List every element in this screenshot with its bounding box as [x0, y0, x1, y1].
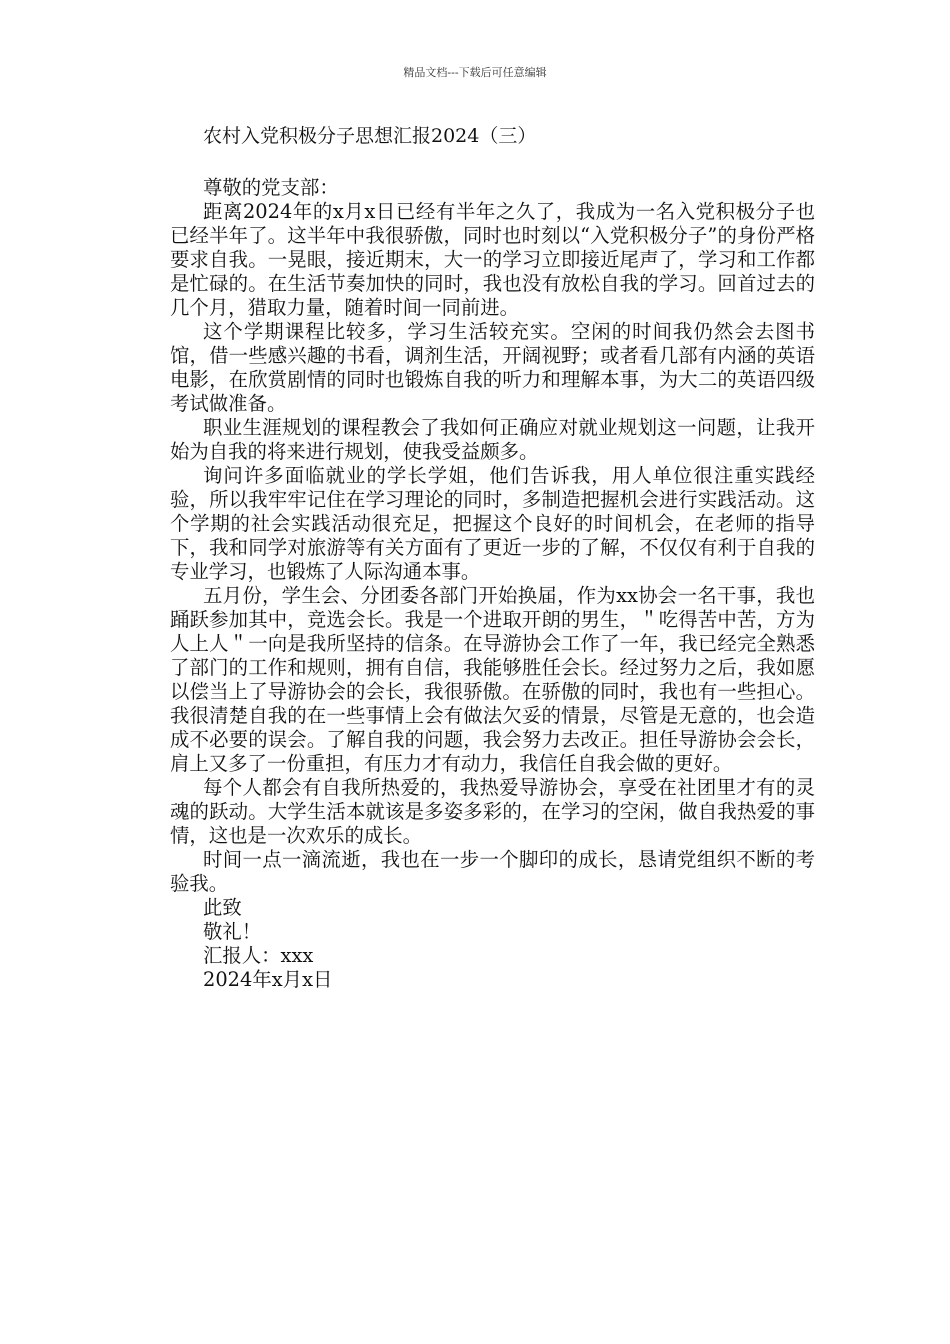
document-body	[170, 176, 815, 992]
reporter-signature: 汇报人：xxx	[203, 944, 314, 967]
paragraph: 询问许多面临就业的学长学姐，他们告诉我，用人单位很注重实践经验，所以我牢牢记住在学习理论的同时，多制造把握机会进行实践活动。这个学期的社会实践活动很充足，把握这个良好的时间机会，在老师的指导下，我和同学对旅游等有关方面有了更近一步的了解，不仅仅有利于自我的专业学习，也锻炼了人际沟通本事。	[170, 464, 815, 583]
closing-greeting: 此致	[203, 896, 242, 919]
paragraph: 五月份，学生会、分团委各部门开始换届，作为xx协会一名干事，我也踊跃参加其中，竞选会长。我是一个进取开朗的男生，＂吃得苦中苦，方为人上人＂一向是我所坚持的信条。在导游协会工作了一年，我已经完全熟悉了部门的工作和规则，拥有自信，我能够胜任会长。经过努力之后，我如愿以偿当上了导游协会的会长，我很骄傲。在骄傲的同时，我也有一些担心。我很清楚自我的在一些事情上会有做法欠妥的情景，尽管是无意的，也会造成不必要的误会。了解自我的问题，我会努力去改正。担任导游协会会长，肩上又多了一份重担，有压力才有动力，我信任自我会做的更好。	[170, 584, 815, 775]
paragraph: 这个学期课程比较多，学习生活较充实。空闲的时间我仍然会去图书馆，借一些感兴趣的书看，调剂生活，开阔视野；或者看几部有内涵的英语电影，在欣赏剧情的同时也锻炼自我的听力和理解本事，为大二的英语四级考试做准备。	[170, 320, 815, 415]
paragraph: 距离2024年的x月x日已经有半年之久了，我成为一名入党积极分子也已经半年了。这半年中我很骄傲，同时也时刻以“入党积极分子”的身份严格要求自我。一晃眼，接近期末，大一的学习立即接近尾声了，学习和工作都是忙碌的。在生活节奏加快的同时，我也没有放松自我的学习。回首过去的几个月，猎取力量，随着时间一同前进。	[170, 200, 815, 319]
paragraph: 时间一点一滴流逝，我也在一步一个脚印的成长，恳请党组织不断的考验我。	[170, 848, 815, 895]
salutation: 尊敬的党支部：	[203, 176, 339, 199]
document-title: 农村入党积极分子思想汇报2024（三）	[203, 125, 537, 147]
page-header: 精品文档---下载后可任意编辑	[403, 66, 547, 79]
closing-salute: 敬礼！	[203, 920, 262, 943]
paragraph: 每个人都会有自我所热爱的，我热爱导游协会，享受在社团里才有的灵魂的跃动。大学生活本就该是多姿多彩的，在学习的空闲，做自我热爱的事情，这也是一次欢乐的成长。	[170, 776, 815, 847]
report-date: 2024年x月x日	[203, 968, 333, 991]
paragraph: 职业生涯规划的课程教会了我如何正确应对就业规划这一问题，让我开始为自我的将来进行规划，使我受益颇多。	[170, 416, 815, 463]
